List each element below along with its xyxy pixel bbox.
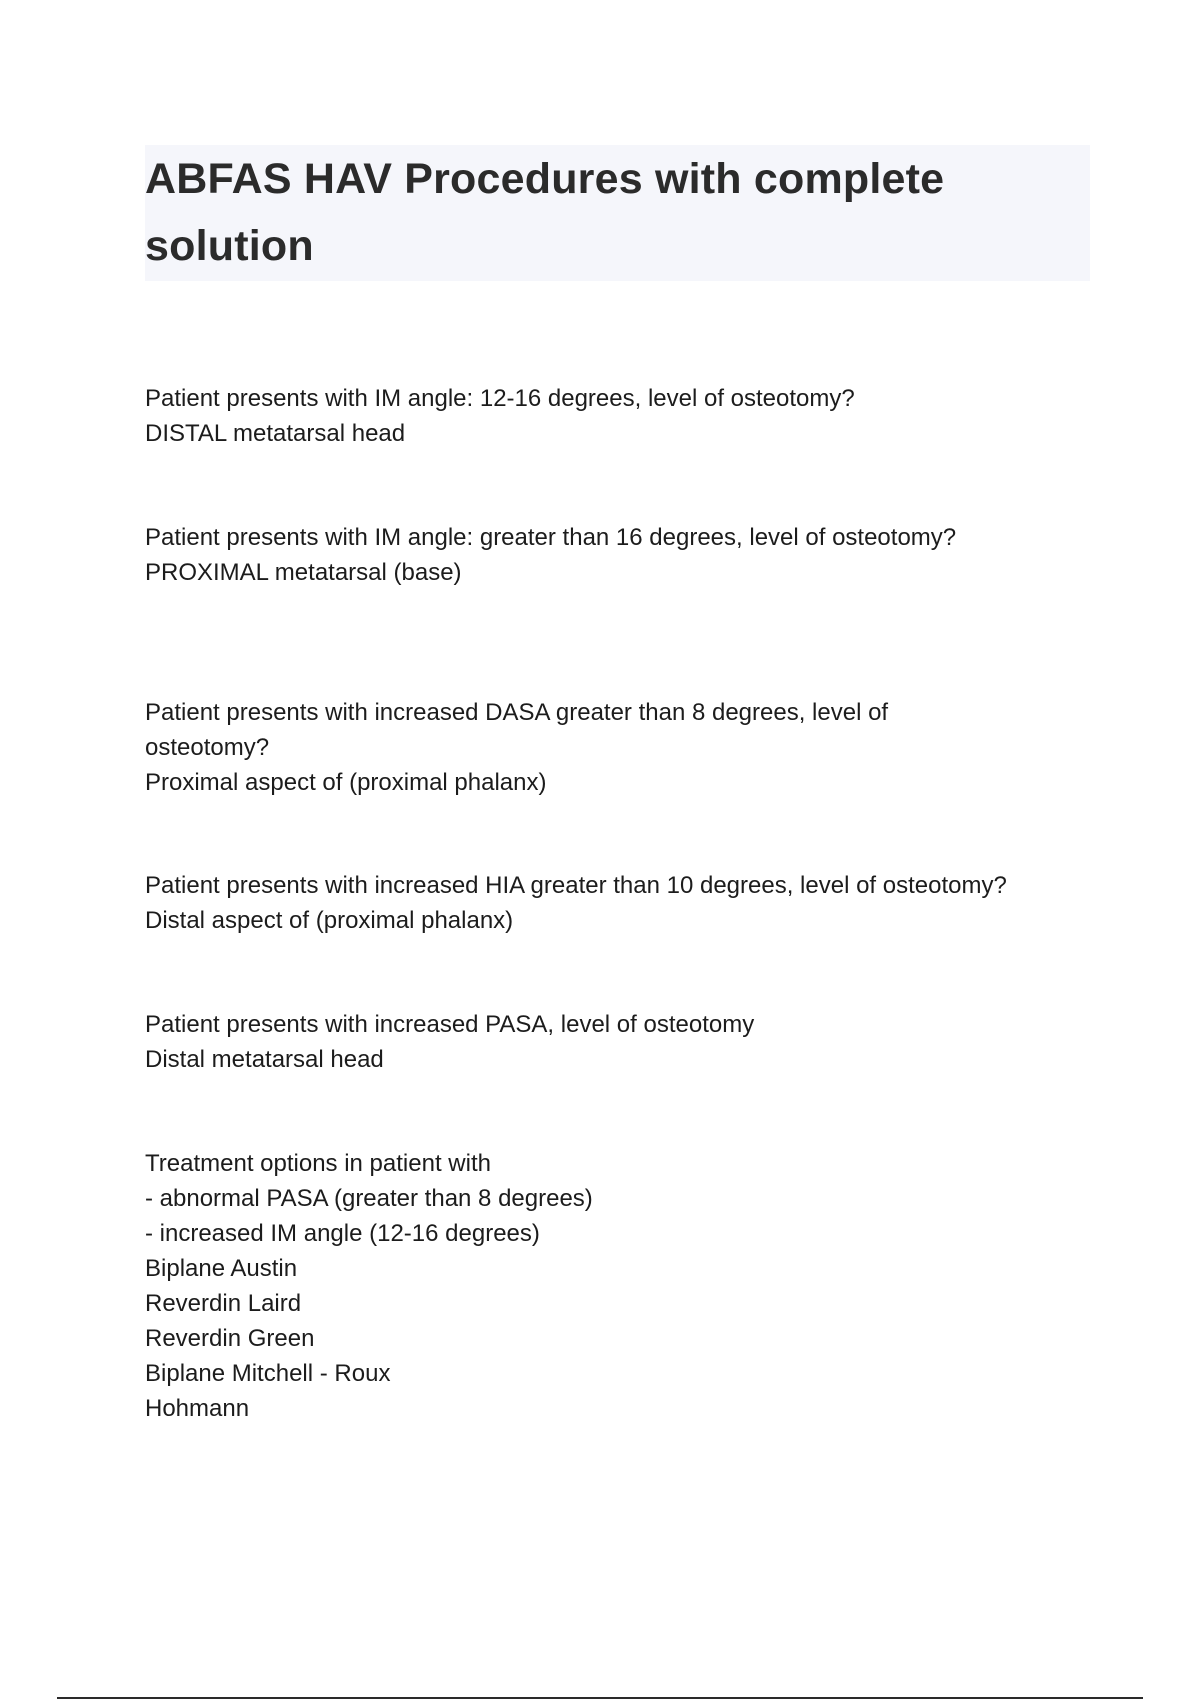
title-banner: [145, 145, 1090, 281]
qa-card-6: [145, 1146, 1105, 1426]
qa-card-3: [145, 695, 985, 800]
answer-text: Reverdin Green: [145, 1325, 315, 1352]
answer-text: Distal aspect of (proximal phalanx): [145, 907, 514, 934]
answer-text: Hohmann: [145, 1395, 250, 1422]
footer-divider: [57, 1697, 1143, 1699]
question-text: Treatment options in patient with: [145, 1150, 491, 1177]
question-text: Patient presents with IM angle: 12-16 degrees, level of osteotomy?: [145, 385, 855, 412]
page-title: ABFAS HAV Procedures with complete solution: [145, 155, 945, 270]
question-text: Patient presents with increased PASA, level of osteotomy: [145, 1011, 755, 1038]
answer-text: Biplane Mitchell - Roux: [145, 1360, 391, 1387]
answer-text: Proximal aspect of (proximal phalanx): [145, 769, 547, 796]
answer-text: Biplane Austin: [145, 1255, 298, 1282]
question-text: - increased IM angle (12-16 degrees): [145, 1220, 540, 1247]
qa-card-4: [145, 868, 1105, 938]
answer-text: Reverdin Laird: [145, 1290, 302, 1317]
question-text: Patient presents with increased DASA greater than 8 degrees, level of osteotomy?: [145, 699, 889, 761]
answer-text: Distal metatarsal head: [145, 1046, 384, 1073]
answer-text: PROXIMAL metatarsal (base): [145, 559, 462, 586]
qa-card-5: [145, 1007, 1105, 1077]
qa-card-2: [145, 520, 1105, 590]
qa-card-1: [145, 381, 1105, 451]
answer-text: DISTAL metatarsal head: [145, 420, 406, 447]
question-text: - abnormal PASA (greater than 8 degrees): [145, 1185, 593, 1212]
question-text: Patient presents with IM angle: greater than 16 degrees, level of osteotomy?: [145, 524, 957, 551]
question-text: Patient presents with increased HIA greater than 10 degrees, level of osteotomy?: [145, 872, 1007, 899]
